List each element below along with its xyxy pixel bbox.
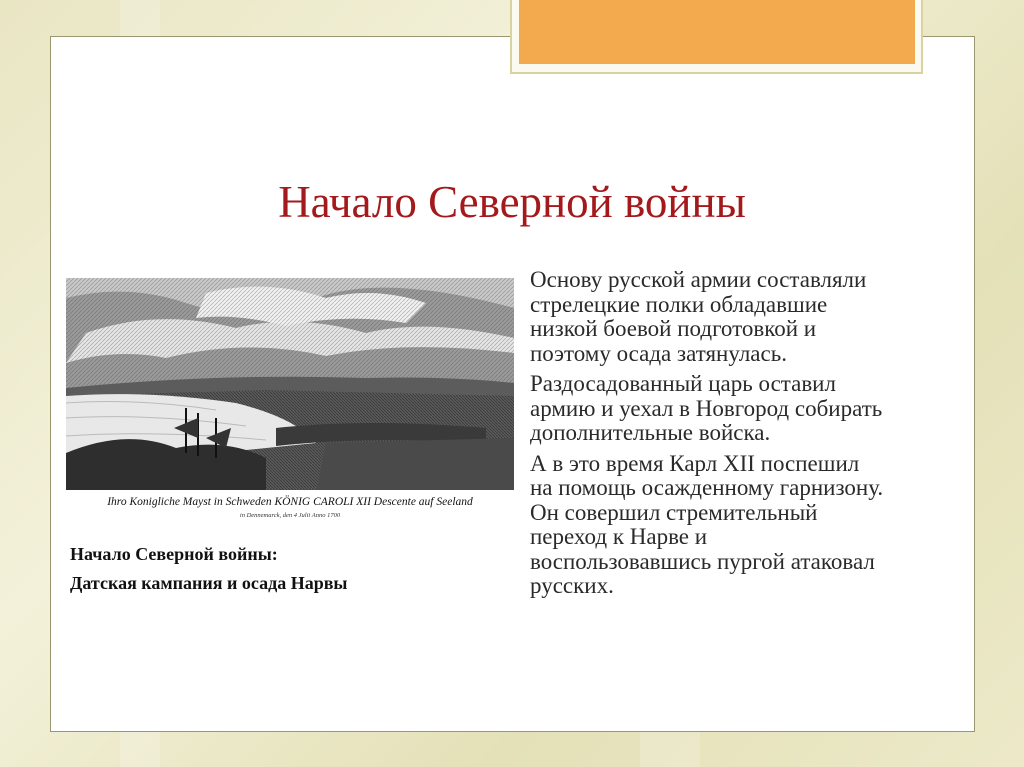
paragraph-line: стрелецкие полки обладавшие [530,291,828,317]
paragraph [530,268,960,366]
paragraph-line: низкой боевой подготовкой и [530,316,817,341]
engraving-subcaption: in Dennemarck, den 4 Julii Anno 1700 [239,512,341,519]
paragraph-line: Раздосадованный царь оставил [530,371,836,396]
paragraph-line: дополнительные войска. [530,420,771,445]
paragraph-line: Основу русской армии составляли [530,267,867,292]
paragraph-line: на помощь осажденному гарнизону. [530,475,884,500]
body-text [530,268,960,605]
engraving-caption: Ihro Konigliche Mayst in Schweden KÖNIG CAROLI XII Descente auf Seeland [107,496,473,508]
title-accent-bar [519,0,915,64]
paragraph-line: А в это время Карл XII поспешил [530,450,860,476]
paragraph-line: армию и уехал в Новгород собирать [530,395,883,421]
slide-title: Начало Северной войны [278,177,746,227]
image-caption-line: Датская кампания и осада Нарвы [70,573,348,593]
image-caption [70,540,490,598]
paragraph [530,452,960,599]
paragraph [530,372,960,446]
paragraph-line: поэтому осада затянулась. [530,340,787,366]
image-caption-line: Начало Северной войны: [70,544,278,564]
engraving-image [66,278,514,520]
paragraph-line: русских. [530,573,614,598]
paragraph-line: Он совершил стремительный [530,499,818,525]
paragraph-line: воспользовавшись пургой атаковал [530,548,875,574]
paragraph-line: переход к Нарве и [530,524,708,549]
